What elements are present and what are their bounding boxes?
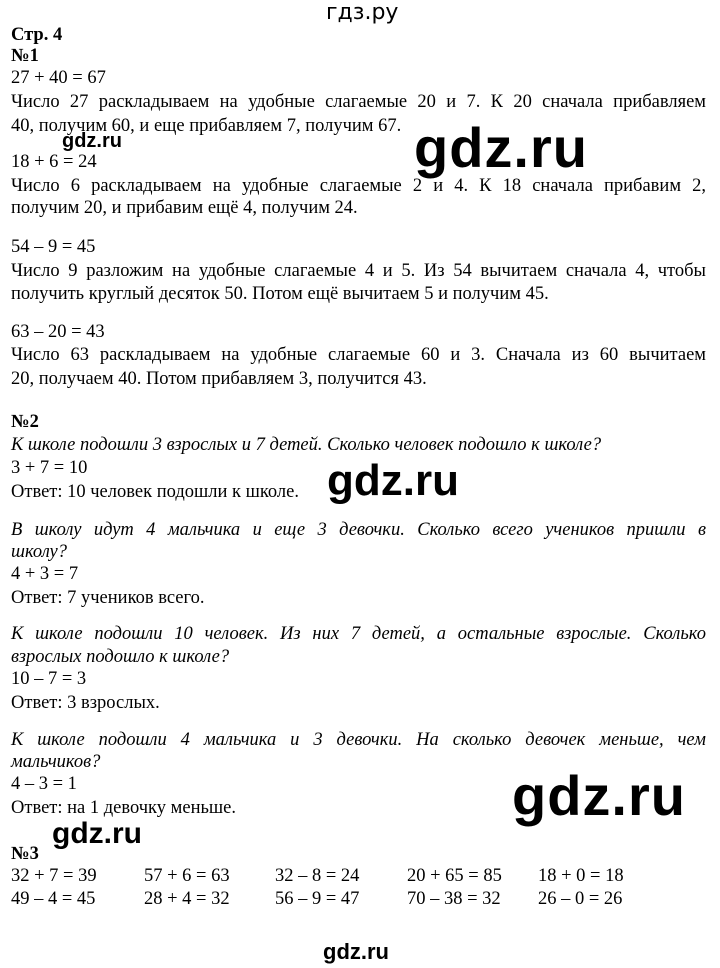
task2-question-2-line-2: школу? (11, 542, 67, 562)
task3-number: №3 (11, 844, 39, 864)
task3-cell-r1-c3: 32 – 8 = 24 (275, 866, 360, 886)
task2-answer-4: Ответ: на 1 девочку меньше. (11, 798, 236, 818)
task3-cell-r1-c1: 32 + 7 = 39 (11, 866, 97, 886)
site-header: гдз.ру (326, 0, 399, 25)
task3-cell-r1-c5: 18 + 0 = 18 (538, 866, 624, 886)
task1-text-4-line-2: 20, получаем 40. Потом прибавляем 3, получится 43. (11, 369, 427, 389)
task1-text-1-line-1: Число 27 раскладываем на удобные слагаемые 20 и 7. К 20 сначала прибавляем (11, 92, 706, 112)
task1-equation-3: 54 – 9 = 45 (11, 237, 96, 257)
task2-answer-2: Ответ: 7 учеников всего. (11, 588, 205, 608)
task2-equation-3: 10 – 7 = 3 (11, 669, 87, 689)
task1-text-3-line-2: получить круглый десяток 50. Потом ещё вычитаем 5 и получим 45. (11, 284, 549, 304)
page-label: Стр. 4 (11, 25, 63, 45)
task3-cell-r2-c5: 26 – 0 = 26 (538, 889, 623, 909)
task3-cell-r2-c3: 56 – 9 = 47 (275, 889, 360, 909)
task2-equation-2: 4 + 3 = 7 (11, 564, 79, 584)
task1-equation-2: 18 + 6 = 24 (11, 152, 97, 172)
task1-text-1-line-2: 40, получим 60, и еще прибавляем 7, получим 67. (11, 116, 402, 136)
watermark-small-1: gdz.ru (62, 130, 122, 152)
task2-question-2-line-1: В школу идут 4 мальчика и еще 3 девочки. Сколько всего учеников пришли в (11, 520, 706, 540)
task1-text-4-line-1: Число 63 раскладываем на удобные слагаемые 60 и 3. Сначала из 60 вычитаем (11, 345, 706, 365)
task2-question-3-line-2: взрослых подошло к школе? (11, 647, 230, 667)
task2-question-3-line-1: К школе подошли 10 человек. Из них 7 детей, а остальные взрослые. Сколько (11, 624, 706, 644)
task1-number: №1 (11, 46, 39, 66)
task2-number: №2 (11, 412, 39, 432)
task1-equation-1: 27 + 40 = 67 (11, 68, 106, 88)
watermark-large-2: gdz.ru (327, 456, 459, 505)
watermark-large-1: gdz.ru (414, 116, 588, 179)
task2-question-4-line-2: мальчиков? (11, 752, 101, 772)
task2-question-1: К школе подошли 3 взрослых и 7 детей. Сколько человек подошло к школе? (11, 435, 602, 455)
task1-text-2-line-2: получим 20, и прибавим ещё 4, получим 24. (11, 198, 358, 218)
task3-cell-r1-c2: 57 + 6 = 63 (144, 866, 230, 886)
task3-cell-r2-c4: 70 – 38 = 32 (407, 889, 501, 909)
task2-answer-3: Ответ: 3 взрослых. (11, 693, 160, 713)
watermark-large-3: gdz.ru (512, 764, 686, 827)
task2-equation-4: 4 – 3 = 1 (11, 774, 77, 794)
task1-text-2-line-1: Число 6 раскладываем на удобные слагаемые 2 и 4. К 18 сначала прибавим 2, (11, 176, 706, 196)
task3-cell-r1-c4: 20 + 65 = 85 (407, 866, 502, 886)
task2-question-4-line-1: К школе подошли 4 мальчика и 3 девочки. На сколько девочек меньше, чем (11, 730, 706, 750)
watermark-footer: gdz.ru (323, 939, 389, 964)
task1-text-3-line-1: Число 9 разложим на удобные слагаемые 4 и 5. Из 54 вычитаем сначала 4, чтобы (11, 261, 706, 281)
task3-cell-r2-c1: 49 – 4 = 45 (11, 889, 96, 909)
task1-equation-4: 63 – 20 = 43 (11, 322, 105, 342)
watermark-medium-1: gdz.ru (52, 817, 142, 850)
task2-equation-1: 3 + 7 = 10 (11, 458, 88, 478)
task2-answer-1: Ответ: 10 человек подошли к школе. (11, 482, 299, 502)
task3-cell-r2-c2: 28 + 4 = 32 (144, 889, 230, 909)
